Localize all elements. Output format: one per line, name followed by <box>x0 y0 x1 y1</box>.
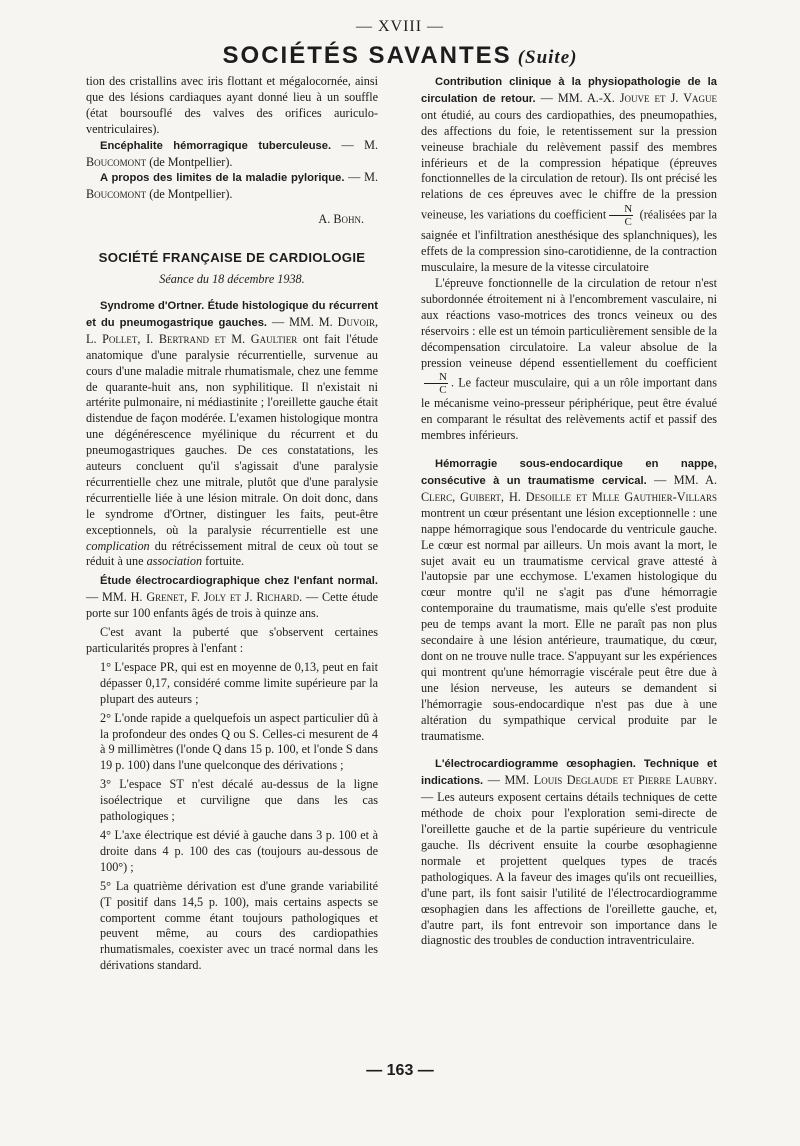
article-enfant <box>86 573 378 622</box>
separator: — M. <box>344 170 378 185</box>
right-column <box>421 74 717 949</box>
session-date: Séance du 18 décembre 1938. <box>159 272 305 287</box>
article-title: Hémorragie sous-endocardique en nappe, consécutive à un traumatisme cervical. <box>421 458 717 488</box>
roman-page-label: — XVIII — <box>355 18 445 35</box>
article-text: L'épreuve fonctionnelle de la circulation de retour n'est subordonnée étroitement ni à l'encombrement vasculaire, ni aux réactions vaso-motrices des troncs veineux ou des réservoirs : elle est un témoin particulièrement sensible de la décompensation circulatoire. La valeur absolue de la pression veineuse dépend essentiellement du coefficient <box>421 275 717 370</box>
article-text: ont étudié, au cours des cardiopathies, des pneumopathies, des affections du foie, le retentissement sur la pression veineuse brachiale du relèvement passif des membres inférieurs et de la compression hépatique (épreuves fonctionnelles de la circulation de retour). Ils ont précisé les relations de ces épreuves avec le chiffre de la pression veineuse, les variations du coefficient <box>421 107 717 222</box>
article-title: L'électrocardiogramme œsophagien. Technique et indications. <box>421 758 717 788</box>
article-ortner <box>86 298 378 570</box>
authors: — MM. M. Duvoir, L. Pollet, I. Bertrand et M. Gaultier <box>86 314 378 346</box>
author: Boucomont <box>86 154 147 169</box>
left-column <box>86 74 378 974</box>
list-item: 5° La quatrième dérivation est d'une grande variabilité (T positif dans 14,5 p. 100), mais certains aspects se comportent comme étant toujours pathologiques et peuvent même, au cours des cardiopathies rhumatismales, coexister avec un tracé normal dans les dérivations standard. <box>100 878 378 973</box>
authors: — MM. A.-X. Jouve et J. Vague <box>535 90 717 105</box>
article-hemorragie <box>421 456 717 744</box>
article-circulation-retour <box>421 74 717 276</box>
article-text: (réalisées par la saignée et l'infiltration anesthésique des splanchniques), les effets de la compression sino-carotidienne, de la contraction musculaire, la mesure de la vitesse circulatoire <box>421 207 717 275</box>
article-title: Syndrome d'Ortner. Étude histologique du récurrent et du pneumogastrique gauches. <box>86 299 378 329</box>
article-text: montrent un cœur présentant une lésion exceptionnelle : une nappe hémorragique sous l'endocarde du ventricule gauche. Le cœur est normal par ailleurs. Un mois avant la mort, le sujet avait eu un traumatisme cervical grave attesté à l'autopsie par une ecchymose. L'examen histologique du cœur montre qu'il ne s'agit pas d'une hémorragie contemporaine du traumatisme, mais qu'elle s'est produite peu de temps avant la mort. Elle ne paraît pas non plus secondaire à une lésion antérieure, traumatique, du cœur, dont on ne trouve nulle trace. S'appuyant sur les expériences qui montrent qu'une hémorragie viscérale peut être due à une lésion nerveuse, les auteurs se demandent si l'hémorragie sous-endocardique n'est pas due à une altération du sympathique cervical produite par le traumatisme. <box>421 505 717 743</box>
fraction-denominator: C <box>624 216 632 229</box>
page-number: — 163 — <box>366 1062 434 1079</box>
list-item: 4° L'axe électrique est dévié à gauche dans 3 p. 100 et à droite dans 4 p. 100 des cas (toujours au-dessous de 100°) ; <box>100 827 378 874</box>
article-text: — Cette étude porte sur 100 enfants âgés de trois à quinze ans. <box>86 590 378 621</box>
continued-paragraph: tion des cristallins avec iris flottant et mégalocornée, ainsi que des lésions cardiaques ayant donné lieu à un souffle (état boursouflé des valves des orifices auriculo-ventriculaires). <box>86 74 378 136</box>
fraction-n-over-c <box>609 203 633 228</box>
article-pylorique <box>86 170 378 203</box>
list-item: 2° L'onde rapide a quelquefois un aspect particulier dû à la profondeur des ondes Q ou S. Celles-ci mesurent de 4 à 9 millimètres (l'onde Q dans 15 p. 100, et l'onde S dans 19 p. 100) dans l'une quelconque des dérivations ; <box>100 710 378 773</box>
society-heading: SOCIÉTÉ FRANÇAISE DE CARDIOLOGIE <box>98 250 366 266</box>
affiliation: (de Montpellier). <box>146 154 233 169</box>
author: Boucomont <box>86 187 147 202</box>
separator: — M. <box>331 137 378 152</box>
emphasis: association <box>146 554 203 569</box>
fraction-numerator: N <box>424 371 448 384</box>
affiliation: (de Montpellier). <box>146 187 233 202</box>
article-text: . Le facteur musculaire, qui a un rôle important dans le mécanisme veino-presseur périphérique, peut être évalué en comparant le résultat des relèvements actif et passif des membres inférieurs. <box>421 375 717 443</box>
article-title: Contribution clinique à la physiopathologie de la circulation de retour. <box>421 76 717 105</box>
article-title: A propos des limites de la maladie pylorique. <box>100 172 345 185</box>
article-text: fortuite. <box>202 554 245 569</box>
article-text: du rétrécissement mitral de ceux où tout se réduit à une <box>86 538 378 569</box>
article-ecg-oesophagien <box>421 756 717 949</box>
list-item: 3° L'espace ST n'est décalé au-dessus de la ligne isoélectrique et curviligne que dans les cas pathologiques ; <box>100 777 378 824</box>
fraction-numerator: N <box>609 203 633 216</box>
article-text: ont fait l'étude anatomique d'une paralysie récurrentielle, survenue au cours d'une maladie mitrale rhumatismale, chez une femme de quarante-huit ans, non syphilitique. Il n'existait ni artérite pulmonaire, ni médiastinite ; l'oreillette gauche était distendue de façon modérée. L'examen histologique montra une dégénérescence myélinique du récurrent et du pneumogastriques gauches. De ces constatations, les auteurs concluent qu'il s'agissait d'une paralysie récurrentielle chez une mitrale, plutôt que d'une paralysie récurrentielle liée à une lésion mitrale. On doit donc, dans le syndrome d'Ortner, distinguer les faits, peut-être exceptionnels, où la paralysie récurrentielle est une <box>86 331 378 537</box>
article-text: — Les auteurs exposent certains détails techniques de cette méthode de choix pour l'exploration semi-directe de l'oreillette gauche et de la partie supérieure du ventricule gauche. Ils décrivent ensuite la courbe œsophagienne normale et projettent quelques types de tracés pathologiques. A la faveur des images qu'ils ont recueillies, d'une part, ils font saisir l'utilité de l'électrocardiogramme œsophagien dans les affections de l'oreillette gauche, et, d'autre part, ils font entrevoir son importance dans le diagnostic des troubles de conduction intraventriculaire. <box>421 790 717 948</box>
authors: — MM. Louis Deglaude et Pierre Laubry. <box>483 773 717 788</box>
fraction-n-over-c <box>424 371 448 396</box>
section-masthead <box>0 42 800 70</box>
masthead-title: SOCIÉTÉS SAVANTES <box>222 42 512 69</box>
list-item: 1° L'espace PR, qui est en moyenne de 0,13, peut en fait dépasser 0,17, considéré comme limite supérieure par la plupart des auteurs ; <box>100 659 378 706</box>
signature: A. Bohn. <box>318 212 364 227</box>
article-encephalite <box>86 138 378 171</box>
paragraph-puberte: C'est avant la puberté que s'observent certaines particularités propres à l'enfant : <box>86 625 378 655</box>
masthead-suite: (Suite) <box>517 47 578 68</box>
authors: — MM. A. Clerc, Guibert, H. Desoille et Mlle Gauthier-Villars <box>421 473 717 504</box>
article-title: Encéphalite hémorragique tuberculeuse. <box>100 139 332 152</box>
emphasis: complication <box>86 538 150 553</box>
paragraph-epreuve <box>421 276 717 444</box>
authors: — MM. H. Grenet, F. Joly et J. Richard. <box>86 590 303 605</box>
fraction-denominator: C <box>439 384 447 397</box>
article-title: Étude électrocardiographique chez l'enfant normal. <box>100 575 378 588</box>
